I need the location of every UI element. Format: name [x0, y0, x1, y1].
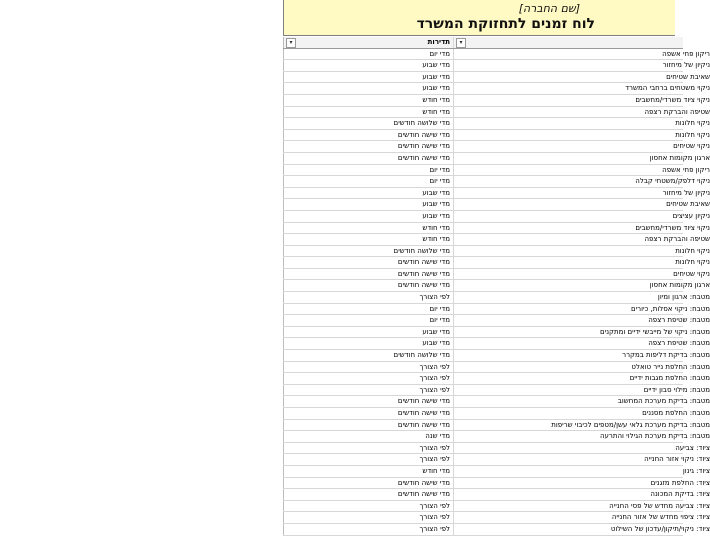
task-cell[interactable]	[454, 141, 710, 153]
frequency-cell[interactable]: מדי שלושה חודשים	[284, 245, 454, 257]
frequency-cell[interactable]: מדי שלושה חודשים	[284, 118, 454, 130]
task-cell-text: ציוד: ניקוי/תיקון/עדכון של השילוט	[610, 524, 710, 533]
task-cell-text: ציוד: ניקוי אזור החנייה	[644, 455, 710, 464]
frequency-cell[interactable]: מדי יום	[284, 315, 454, 327]
frequency-cell[interactable]: מדי חודש	[284, 94, 454, 106]
table-row	[284, 384, 684, 396]
task-cell[interactable]	[454, 523, 710, 535]
task-cell[interactable]	[454, 152, 710, 164]
chevron-down-icon[interactable]: ▾	[456, 38, 466, 48]
task-cell-text: ניקיון של מיחזור	[662, 188, 710, 197]
table-row	[284, 361, 684, 373]
task-cell[interactable]	[454, 512, 710, 524]
table-row	[284, 222, 684, 234]
task-cell[interactable]	[454, 477, 710, 489]
table-row	[284, 489, 684, 501]
frequency-cell[interactable]: מדי יום	[284, 48, 454, 60]
task-cell[interactable]	[454, 350, 710, 362]
column-header-frequency[interactable]	[284, 37, 454, 48]
task-cell-text: ציוד: בדיקת המכונה	[650, 490, 710, 499]
table-row	[284, 500, 684, 512]
frequency-cell[interactable]: מדי חודש	[284, 222, 454, 234]
task-cell-text: מטבח: ארגון ומיון	[657, 293, 710, 302]
frequency-cell[interactable]: מדי שישה חודשים	[284, 477, 454, 489]
task-cell[interactable]	[454, 384, 710, 396]
frequency-cell[interactable]: מדי חודש	[284, 234, 454, 246]
task-cell[interactable]	[454, 129, 710, 141]
table-row	[284, 187, 684, 199]
table-row	[284, 373, 684, 385]
task-cell-text: ניקוי שטיחים	[673, 142, 710, 151]
frequency-cell[interactable]: מדי שישה חודשים	[284, 408, 454, 420]
frequency-cell[interactable]: מדי שישה חודשים	[284, 152, 454, 164]
table-row	[284, 280, 684, 292]
task-cell[interactable]	[454, 176, 710, 188]
task-cell-text: שאיבת שטיחים	[666, 200, 710, 209]
column-header-frequency-label: תדירות	[427, 38, 450, 46]
frequency-cell[interactable]: מדי שבוע	[284, 71, 454, 83]
task-cell-text: ניקוי חלונות	[675, 119, 710, 128]
task-cell[interactable]	[454, 234, 710, 246]
page-title[interactable]: לוח זמנים לתחזוקת המשרד	[416, 16, 595, 32]
task-cell-text: מטבח: שטיפת רצפה	[648, 316, 710, 325]
frequency-cell[interactable]: מדי שישה חודשים	[284, 129, 454, 141]
table-row	[284, 292, 684, 304]
frequency-cell[interactable]: מדי שישה חודשים	[284, 396, 454, 408]
frequency-cell[interactable]: לפי הצורך	[284, 292, 454, 304]
table-row	[284, 234, 684, 246]
frequency-cell[interactable]: מדי יום	[284, 164, 454, 176]
task-cell-text: ציוד: צביעה מחדש של פסי החנייה	[609, 501, 710, 510]
task-cell-text: שאיבת שטיחים	[666, 72, 710, 81]
table-row	[284, 94, 684, 106]
frequency-cell[interactable]: מדי שישה חודשים	[284, 280, 454, 292]
task-cell[interactable]	[454, 442, 710, 454]
task-cell[interactable]	[454, 60, 710, 72]
frequency-cell[interactable]: מדי שישה חודשים	[284, 268, 454, 280]
task-cell[interactable]	[454, 245, 710, 257]
table-row	[284, 431, 684, 443]
frequency-cell[interactable]: מדי שבוע	[284, 326, 454, 338]
table-row	[284, 210, 684, 222]
table-row	[284, 118, 684, 130]
task-cell[interactable]	[454, 118, 710, 130]
task-cell[interactable]	[454, 408, 710, 420]
table-row	[284, 268, 684, 280]
frequency-cell[interactable]: מדי שישה חודשים	[284, 257, 454, 269]
table-row	[284, 199, 684, 211]
table-row	[284, 48, 684, 60]
frequency-cell[interactable]: מדי שבוע	[284, 199, 454, 211]
task-cell[interactable]	[454, 454, 710, 466]
table-row	[284, 477, 684, 489]
task-cell-text: מטבח: ניקוי של מייבשי ידיים ומתקנים	[599, 327, 710, 336]
frequency-cell[interactable]: לפי הצורך	[284, 512, 454, 524]
frequency-cell[interactable]: מדי שישה חודשים	[284, 141, 454, 153]
task-cell-text: מטבח: בדיקת מערכת המחשוב	[617, 397, 710, 406]
task-cell[interactable]	[454, 280, 710, 292]
task-cell[interactable]	[454, 164, 710, 176]
frequency-cell[interactable]: לפי הצורך	[284, 500, 454, 512]
task-cell-text: ניקיון עציצים	[672, 211, 710, 220]
task-cell-text: מטבח: בדיקת מערכת גלאי עשן/מטפים לכיבוי שריפות	[551, 420, 710, 429]
frequency-cell[interactable]: לפי הצורך	[284, 373, 454, 385]
task-cell-text: מטבח: שטיפת רצפה	[648, 339, 710, 348]
task-cell-text: שטיפה והברקת רצפה	[644, 235, 710, 244]
frequency-cell[interactable]: מדי שבוע	[284, 210, 454, 222]
table-row	[284, 512, 684, 524]
task-cell[interactable]	[454, 48, 710, 60]
task-cell-text: ניקוי חלונות	[675, 258, 710, 267]
frequency-cell[interactable]: לפי הצורך	[284, 442, 454, 454]
task-cell[interactable]	[454, 500, 710, 512]
task-cell-text: ציוד: החלפת מזגנים	[650, 478, 710, 487]
table-row	[284, 303, 684, 315]
table-row	[284, 326, 684, 338]
table-row	[284, 396, 684, 408]
table-row	[284, 350, 684, 362]
frequency-cell[interactable]: מדי שנה	[284, 431, 454, 443]
frequency-cell[interactable]: מדי שישה חודשים	[284, 489, 454, 501]
task-cell[interactable]	[454, 106, 710, 118]
frequency-cell[interactable]: לפי הצורך	[284, 384, 454, 396]
task-cell[interactable]	[454, 303, 710, 315]
task-cell[interactable]	[454, 199, 710, 211]
frequency-cell[interactable]: מדי יום	[284, 176, 454, 188]
table-row	[284, 408, 684, 420]
table-row	[284, 419, 684, 431]
table-row	[284, 315, 684, 327]
table-row	[284, 176, 684, 188]
table-row	[284, 152, 684, 164]
task-cell-text: מטבח: החלפת מגבות ידיים	[629, 374, 710, 383]
task-cell-text: ניקוי חלונות	[675, 246, 710, 255]
frequency-cell[interactable]: מדי שישה חודשים	[284, 419, 454, 431]
company-name[interactable]: [שם החברה]	[518, 2, 580, 15]
maintenance-table	[283, 37, 710, 536]
task-cell[interactable]	[454, 431, 710, 443]
task-cell-text: ריקון פחי אשפה	[662, 49, 710, 58]
task-cell[interactable]	[454, 292, 710, 304]
frequency-cell[interactable]: מדי שבוע	[284, 187, 454, 199]
task-cell[interactable]	[454, 361, 710, 373]
task-cell[interactable]	[454, 465, 710, 477]
task-cell[interactable]	[454, 257, 710, 269]
frequency-cell[interactable]: מדי שבוע	[284, 83, 454, 95]
table-row	[284, 442, 684, 454]
table-row	[284, 454, 684, 466]
task-cell[interactable]	[454, 338, 710, 350]
task-cell[interactable]	[454, 489, 710, 501]
chevron-down-icon[interactable]: ▾	[286, 38, 296, 48]
task-cell-text: ניקוי ציוד משרדי/מחשבים	[635, 223, 710, 232]
table-row	[284, 338, 684, 350]
task-cell-text: ארגון מקומות אחסון	[649, 153, 710, 162]
task-cell[interactable]	[454, 71, 710, 83]
task-cell-text: מטבח: מילוי סבון ידיים	[643, 385, 710, 394]
task-cell-text: מטבח: בדיקת מערכת הגילוי והתרעה	[599, 432, 710, 441]
task-cell-text: ניקוי חלונות	[675, 130, 710, 139]
table-row	[284, 60, 684, 72]
task-cell-text: ציוד: גינון	[682, 466, 710, 475]
column-header-task[interactable]	[454, 37, 684, 48]
table-row	[284, 164, 684, 176]
task-cell-text: ניקוי שטיחים	[673, 269, 710, 278]
task-cell[interactable]	[454, 396, 710, 408]
task-cell-text: ניקיון של מיחזור	[662, 61, 710, 70]
spreadsheet	[281, 0, 710, 533]
table-row	[284, 71, 684, 83]
table-row	[284, 245, 684, 257]
task-cell-text: ניקוי דלפק/משטחי קבלה	[635, 177, 710, 186]
frequency-cell[interactable]: מדי שבוע	[284, 338, 454, 350]
task-cell-text: שטיפה והברקת רצפה	[644, 107, 710, 116]
table-row	[284, 523, 684, 535]
frequency-cell[interactable]: לפי הצורך	[284, 454, 454, 466]
task-cell[interactable]	[454, 315, 710, 327]
frequency-cell[interactable]: מדי יום	[284, 303, 454, 315]
frequency-cell[interactable]: מדי שבוע	[284, 60, 454, 72]
frequency-cell[interactable]: לפי הצורך	[284, 523, 454, 535]
frequency-cell[interactable]: מדי חודש	[284, 465, 454, 477]
task-cell[interactable]	[454, 373, 710, 385]
task-cell-text: ניקוי ציוד משרדי/מחשבים	[635, 95, 710, 104]
task-cell-text: ניקוי משטחים ברחבי המשרד	[625, 84, 710, 93]
frequency-cell[interactable]: מדי חודש	[284, 106, 454, 118]
task-cell-text: ציוד: ציפוי מחדש של אזור החנייה	[611, 513, 710, 522]
task-cell-text: מטבח: החלפת נייר טואלט	[631, 362, 710, 371]
task-cell-text: מטבח: החלפת מסננים	[642, 409, 710, 417]
table-row	[284, 257, 684, 269]
table-header-row	[284, 37, 684, 48]
task-cell-text: ארגון מקומות אחסון	[649, 281, 710, 290]
task-cell-text: מטבח: בדיקת דליפות במקרר	[622, 351, 710, 360]
task-cell[interactable]	[454, 210, 710, 222]
table-row	[284, 83, 684, 95]
header-banner	[283, 0, 675, 36]
frequency-cell[interactable]: מדי שלושה חודשים	[284, 350, 454, 362]
table-row	[284, 129, 684, 141]
table-row	[284, 106, 684, 118]
frequency-cell[interactable]: לפי הצורך	[284, 361, 454, 373]
table-row	[284, 141, 684, 153]
task-cell[interactable]	[454, 222, 710, 234]
task-cell-text: מטבח: ניקוי אסלות, כיורים	[630, 304, 710, 313]
task-cell[interactable]	[454, 83, 710, 95]
task-cell[interactable]	[454, 419, 710, 431]
task-cell[interactable]	[454, 94, 710, 106]
task-cell-text: ציוד: צביעה	[675, 443, 710, 452]
task-cell[interactable]	[454, 326, 710, 338]
table-row	[284, 465, 684, 477]
task-cell-text: ריקון פחי אשפה	[662, 165, 710, 174]
task-cell[interactable]	[454, 187, 710, 199]
task-cell[interactable]	[454, 268, 710, 280]
